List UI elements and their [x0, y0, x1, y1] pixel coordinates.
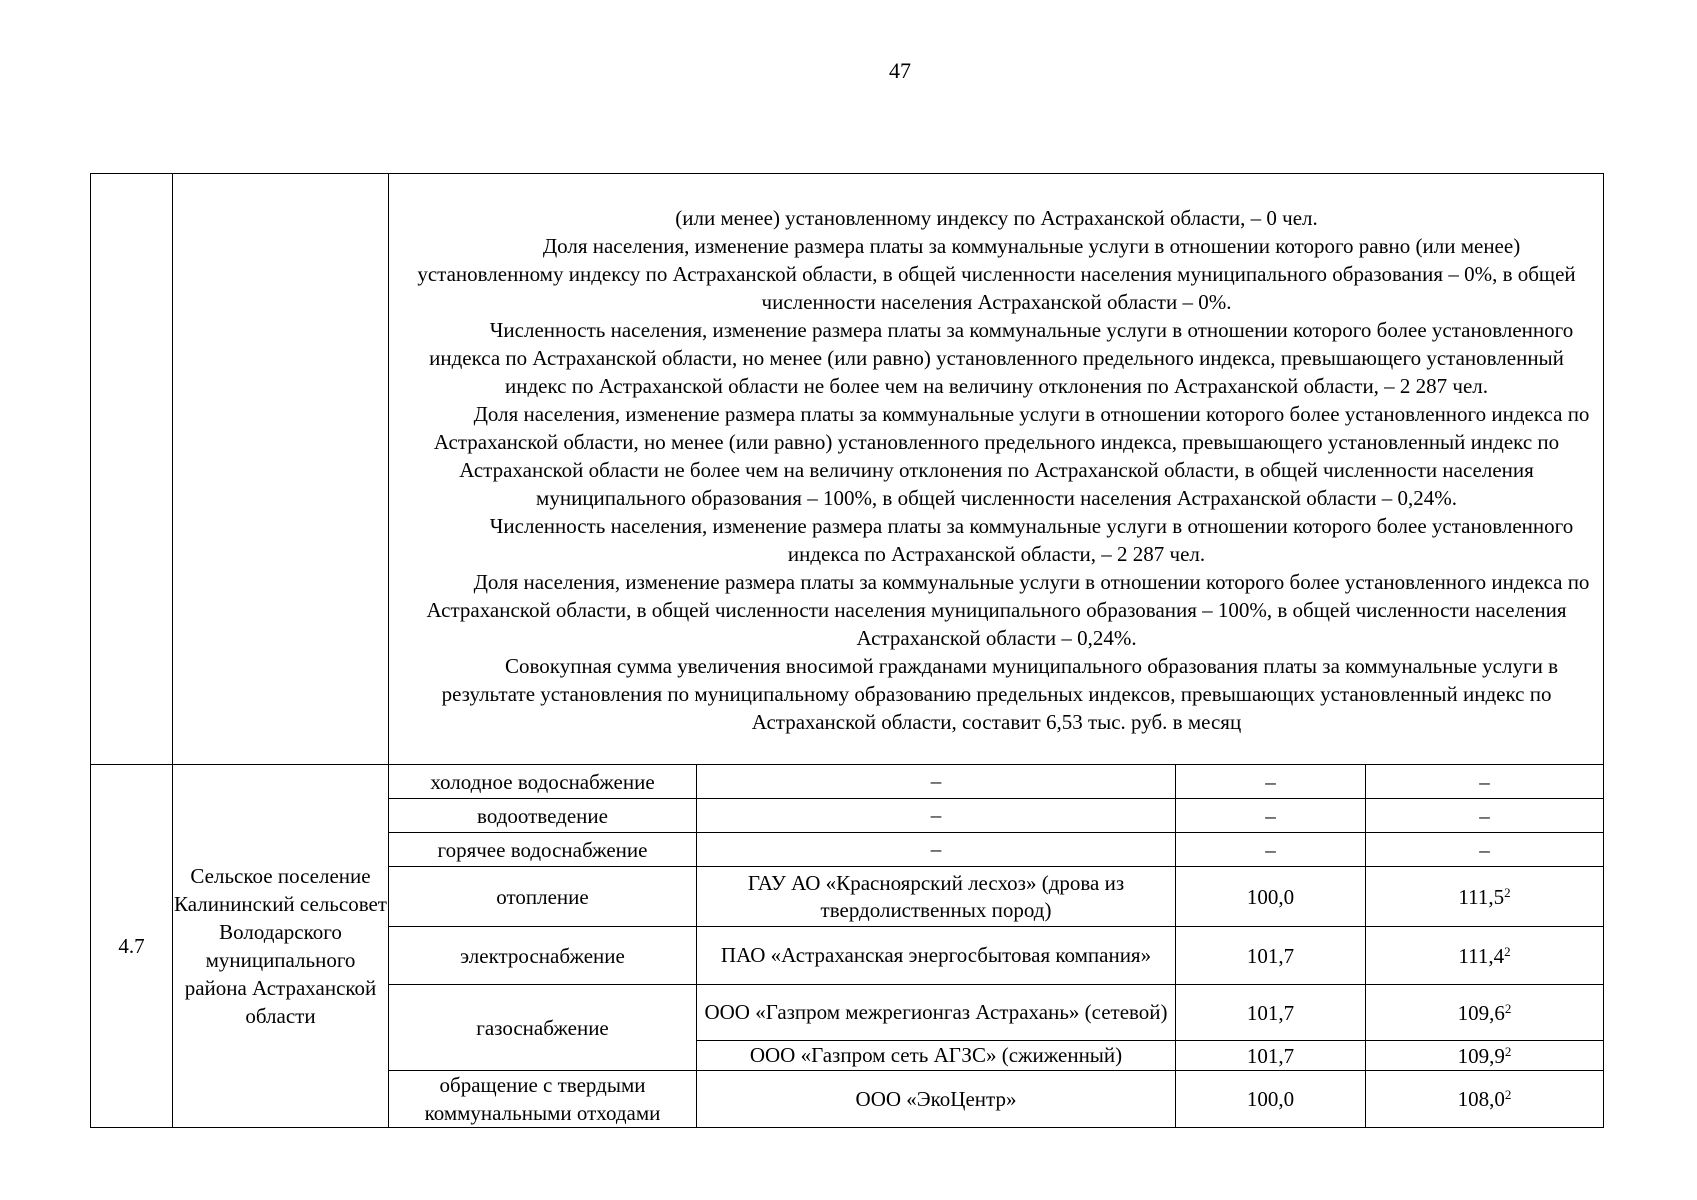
continuation-text-cell — [389, 174, 1604, 765]
footnote-marker: 2 — [1504, 943, 1511, 959]
index-value — [1366, 927, 1604, 985]
footnote-marker: 2 — [1504, 1043, 1512, 1059]
paragraph: Совокупная сумма увеличения вносимой гражданами муниципального образования платы за коммунальные услуги в результате установления по муниципальному образованию предельных индексов, превышающих установленный индекс по Астраханской области, составит 6,53 тыс. руб. в месяц — [441, 654, 1558, 734]
service-name: холодное водоснабжение — [389, 765, 697, 799]
service-name: водоотведение — [389, 799, 697, 833]
base-value: 100,0 — [1176, 867, 1366, 927]
base-value: 101,7 — [1176, 1041, 1366, 1071]
provider-name: ООО «ЭкоЦентр» — [697, 1071, 1176, 1128]
provider-name: ООО «Газпром сеть АГЗС» (сжиженный) — [697, 1041, 1176, 1071]
service-name: электроснабжение — [389, 927, 697, 985]
footnote-marker: 2 — [1504, 1000, 1512, 1016]
base-value: 101,7 — [1176, 985, 1366, 1041]
tariff-table — [90, 173, 1604, 1128]
section-number: 4.7 — [91, 765, 173, 1128]
provider-name: ПАО «Астраханская энергосбытовая компания» — [697, 927, 1176, 985]
base-value: – — [1176, 799, 1366, 833]
provider-name: ООО «Газпром межрегионгаз Астрахань» (сетевой) — [697, 985, 1176, 1041]
service-name: газоснабжение — [389, 985, 697, 1071]
provider-name: – — [697, 765, 1176, 799]
service-name: обращение с твердыми коммунальными отходами — [389, 1071, 697, 1128]
index-value — [1366, 833, 1604, 867]
paragraph: (или менее) установленному индексу по Астраханской области, – 0 чел. — [675, 206, 1318, 230]
provider-name: ГАУ АО «Красноярский лесхоз» (дрова из твердолиственных пород) — [697, 867, 1176, 927]
continuation-name-cell — [173, 174, 389, 765]
base-value: – — [1176, 833, 1366, 867]
index-value — [1366, 765, 1604, 799]
table-row — [91, 765, 1604, 799]
continuation-number-cell — [91, 174, 173, 765]
index-value — [1366, 985, 1604, 1041]
base-value: 101,7 — [1176, 927, 1366, 985]
index-number: 111,4 — [1458, 943, 1505, 968]
index-number: – — [1479, 837, 1490, 862]
footnote-marker: 2 — [1504, 1087, 1512, 1102]
index-number: 109,9 — [1457, 1043, 1505, 1068]
paragraph: Доля населения, изменение размера платы за коммунальные услуги в отношении которого более установленного индекса по Астраханской области, в общей численности населения муниципального образования – 100%, в общей численности населения Астраханской области – 0,24%. — [426, 570, 1590, 650]
base-value: – — [1176, 765, 1366, 799]
index-number: 111,5 — [1458, 884, 1505, 909]
index-value — [1366, 799, 1604, 833]
service-name: горячее водоснабжение — [389, 833, 697, 867]
municipality-name: Сельское поселение Калининский сельсовет Володарского муниципального района Астраханской области — [173, 765, 389, 1128]
continuation-row — [91, 174, 1604, 765]
index-number: – — [1479, 803, 1490, 828]
provider-name: – — [697, 799, 1176, 833]
index-number: – — [1479, 769, 1490, 794]
base-value: 100,0 — [1176, 1071, 1366, 1128]
index-value — [1366, 1071, 1604, 1128]
index-number: 108,0 — [1457, 1087, 1505, 1111]
index-number: 109,6 — [1457, 1000, 1505, 1025]
service-name: отопление — [389, 867, 697, 927]
index-value — [1366, 1041, 1604, 1071]
paragraph: Доля населения, изменение размера платы за коммунальные услуги в отношении которого более установленного индекса по Астраханской области, но менее (или равно) установленного предельного индекса, превышающего установленный индекс по Астраханской области не более чем на величину отклонения по Астраханской области, в общей численности населения муниципального образования – 100%, в общей численности населения Астраханской области – 0,24%. — [433, 402, 1590, 510]
paragraph: Доля населения, изменение размера платы за коммунальные услуги в отношении которого равно (или менее) установленному индексу по Астраханской области, в общей численности населения муниципального образования – 0%, в общей численности населения Астраханской области – 0%. — [417, 234, 1576, 314]
paragraph: Численность населения, изменение размера платы за коммунальные услуги в отношении которого более установленного индекса по Астраханской области, но менее (или равно) установленного предельного индекса, превышающего установленный индекс по Астраханской области не более чем на величину отклонения по Астраханской области, – 2 287 чел. — [429, 318, 1574, 398]
footnote-marker: 2 — [1504, 884, 1511, 900]
provider-name: – — [697, 833, 1176, 867]
index-value — [1366, 867, 1604, 927]
page-number: 47 — [889, 58, 911, 83]
paragraph: Численность населения, изменение размера платы за коммунальные услуги в отношении которого более установленного индекса по Астраханской области, – 2 287 чел. — [489, 514, 1574, 566]
